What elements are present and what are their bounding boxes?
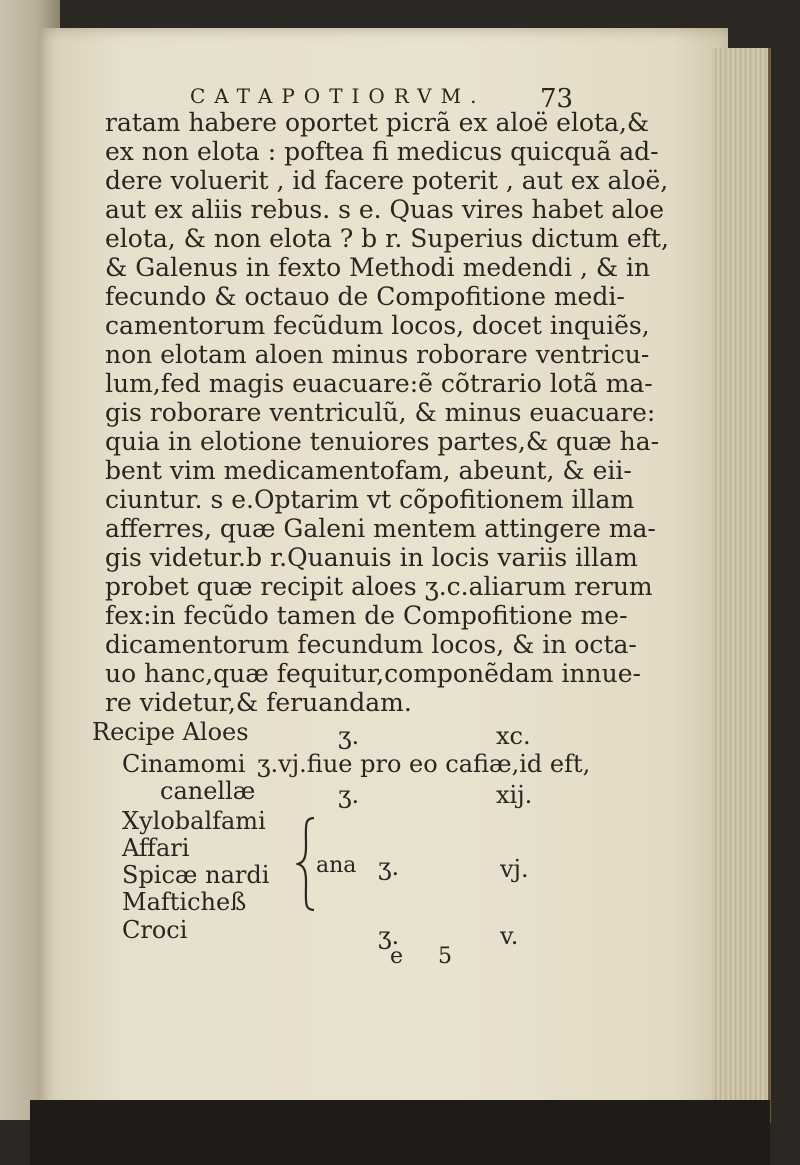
text-line: gis videtur.b r.Quanuis in locis variis illam [105, 543, 638, 572]
aloes-quantity: xc. [496, 722, 531, 750]
text-line: re videtur,& feruandam. [105, 688, 412, 717]
cinamomi-note: ʒ.vj.fiue pro eo cafiæ,id eft, [257, 750, 591, 778]
group-quantity: vj. [500, 855, 529, 883]
bottom-shadow [30, 1100, 770, 1165]
text-line: probet quæ recipit aloes ʒ.c.aliarum rerum [105, 572, 653, 601]
page-stack-edge [712, 48, 771, 1123]
running-title: CATAPOTIORVM. [190, 84, 486, 108]
page-number: 73 [540, 84, 574, 114]
text-line: uo hanc,quæ fequitur,componẽdam innue- [105, 659, 641, 688]
canellae-quantity: xij. [496, 781, 533, 809]
ana-label: ana [316, 853, 357, 878]
croci-unit: ʒ. [378, 922, 400, 950]
text-line: afferres, quæ Galeni mentem attingere ma- [105, 514, 656, 543]
text-line: ciuntur. s e.Optarim vt cõpofitionem illam [105, 485, 635, 514]
text-line: fecundo & octauo de Compofitione medi- [105, 282, 625, 311]
text-line: ratam habere oportet picrã ex aloë elota,& [105, 108, 650, 137]
ingredient-cinamomi: Cinamomi [122, 750, 246, 778]
group-unit: ʒ. [378, 853, 400, 881]
text-line: dere voluerit , id facere poterit , aut ex aloë, [105, 166, 669, 195]
text-line: lum,fed magis euacuare:ẽ cõtrario lotã ma- [105, 369, 653, 398]
catchword: e 5 [390, 944, 467, 969]
croci-quantity: v. [500, 922, 519, 950]
ingredient-xylobalsami: Xylobalfami [122, 807, 266, 835]
aloes-unit: ʒ. [338, 722, 360, 750]
ingredient-assari: Affari [122, 834, 190, 862]
ingredient-mastiches: Mafticheß [122, 888, 247, 916]
brace-icon [296, 816, 318, 912]
text-line: bent vim medicamentofam, abeunt, & eii- [105, 456, 632, 485]
ingredient-croci: Croci [122, 916, 188, 944]
text-line: elota, & non elota ? b r. Superius dictum eft, [105, 224, 669, 253]
text-line: aut ex aliis rebus. s e. Quas vires habet aloe [105, 195, 665, 224]
text-line: ex non elota : poftea fi medicus quicquã ad- [105, 137, 659, 166]
canellae-unit: ʒ. [338, 781, 360, 809]
text-line: dicamentorum fecundum locos, & in octa- [105, 630, 637, 659]
text-line: & Galenus in fexto Methodi medendi , & in [105, 253, 651, 282]
ingredient-canellae: canellæ [160, 777, 256, 805]
text-line: quia in elotione tenuiores partes,& quæ ha- [105, 427, 660, 456]
ingredient-spicae-nardi: Spicæ nardi [122, 861, 270, 889]
text-line: gis roborare ventriculũ, & minus euacuare: [105, 398, 656, 427]
text-line: non elotam aloen minus roborare ventricu- [105, 340, 650, 369]
text-line: camentorum fecũdum locos, docet inquiẽs, [105, 311, 650, 340]
recipe-intro: Recipe Aloes [92, 718, 249, 746]
text-line: fex:in fecũdo tamen de Compofitione me- [105, 601, 628, 630]
body-text [105, 108, 669, 717]
